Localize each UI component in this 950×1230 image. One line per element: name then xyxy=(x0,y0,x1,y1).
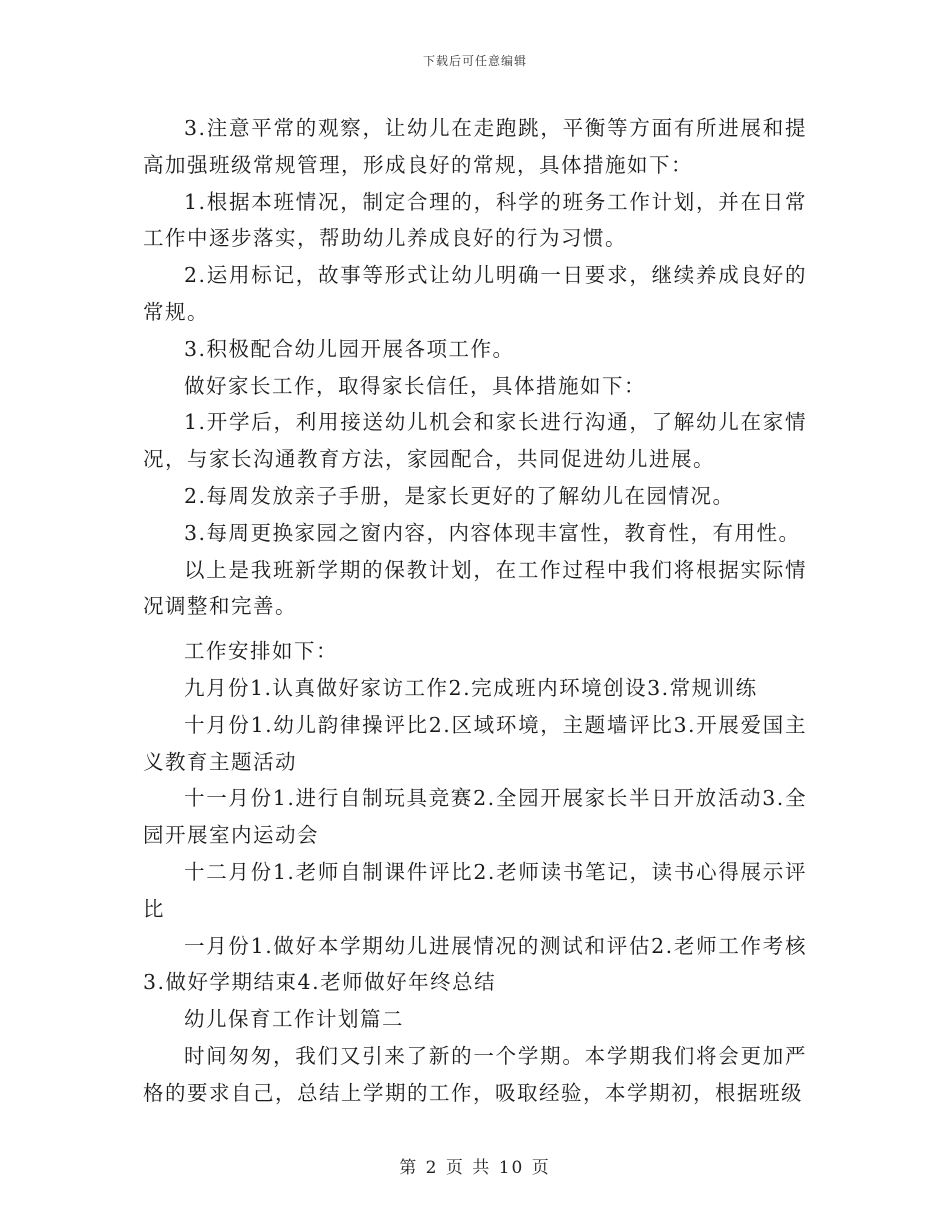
paragraph: 十一月份1.进行自制玩具竞赛2.全园开展家长半日开放活动3.全园开展室内运动会 xyxy=(143,786,807,848)
section-heading: 幼儿保育工作计划篇二 xyxy=(184,1007,404,1032)
paragraph: 工作安排如下： xyxy=(184,639,338,664)
paragraph: 2.每周发放亲子手册，是家长更好的了解幼儿在园情况。 xyxy=(184,483,735,508)
paragraph: 3.积极配合幼儿园开展各项工作。 xyxy=(184,336,515,361)
paragraph: 时间匆匆，我们又引来了新的一个学期。本学期我们将会更加严格的要求自己，总结上学期的工作，吸取经验，本学期初，根据班级 xyxy=(143,1043,807,1105)
document-body xyxy=(143,110,807,1112)
paragraph: 1.开学后，利用接送幼儿机会和家长进行沟通，了解幼儿在家情况，与家长沟通教育方法，家园配合，共同促进幼儿进展。 xyxy=(143,410,807,472)
page-header-note: 下载后可任意编辑 xyxy=(422,54,527,68)
paragraph: 3.注意平常的观察，让幼儿在走跑跳，平衡等方面有所进展和提高加强班级常规管理，形成良好的常规，具体措施如下： xyxy=(143,116,807,177)
paragraph: 一月份1.做好本学期幼儿进展情况的测试和评估2.老师工作考核3.做好学期结束4.老师做好年终总结 xyxy=(143,933,807,995)
page-number: 第 2 页 共 10 页 xyxy=(399,1158,551,1178)
paragraph: 九月份1.认真做好家访工作2.完成班内环境创设3.常规训练 xyxy=(184,675,758,700)
paragraph: 以上是我班新学期的保教计划，在工作过程中我们将根据实际情况调整和完善。 xyxy=(143,557,807,619)
paragraph: 十月份1.幼儿韵律操评比2.区域环境，主题墙评比3.开展爱国主义教育主题活动 xyxy=(143,712,807,774)
paragraph: 2.运用标记，故事等形式让幼儿明确一日要求，继续养成良好的常规。 xyxy=(143,263,807,324)
paragraph: 3.每周更换家园之窗内容，内容体现丰富性，教育性，有用性。 xyxy=(184,520,801,545)
paragraph: 十二月份1.老师自制课件评比2.老师读书笔记，读书心得展示评比 xyxy=(143,859,807,921)
paragraph: 1.根据本班情况，制定合理的，科学的班务工作计划，并在日常工作中逐步落实，帮助幼儿养成良好的行为习惯。 xyxy=(143,189,807,251)
paragraph: 做好家长工作，取得家长信任，具体措施如下： xyxy=(184,373,646,398)
